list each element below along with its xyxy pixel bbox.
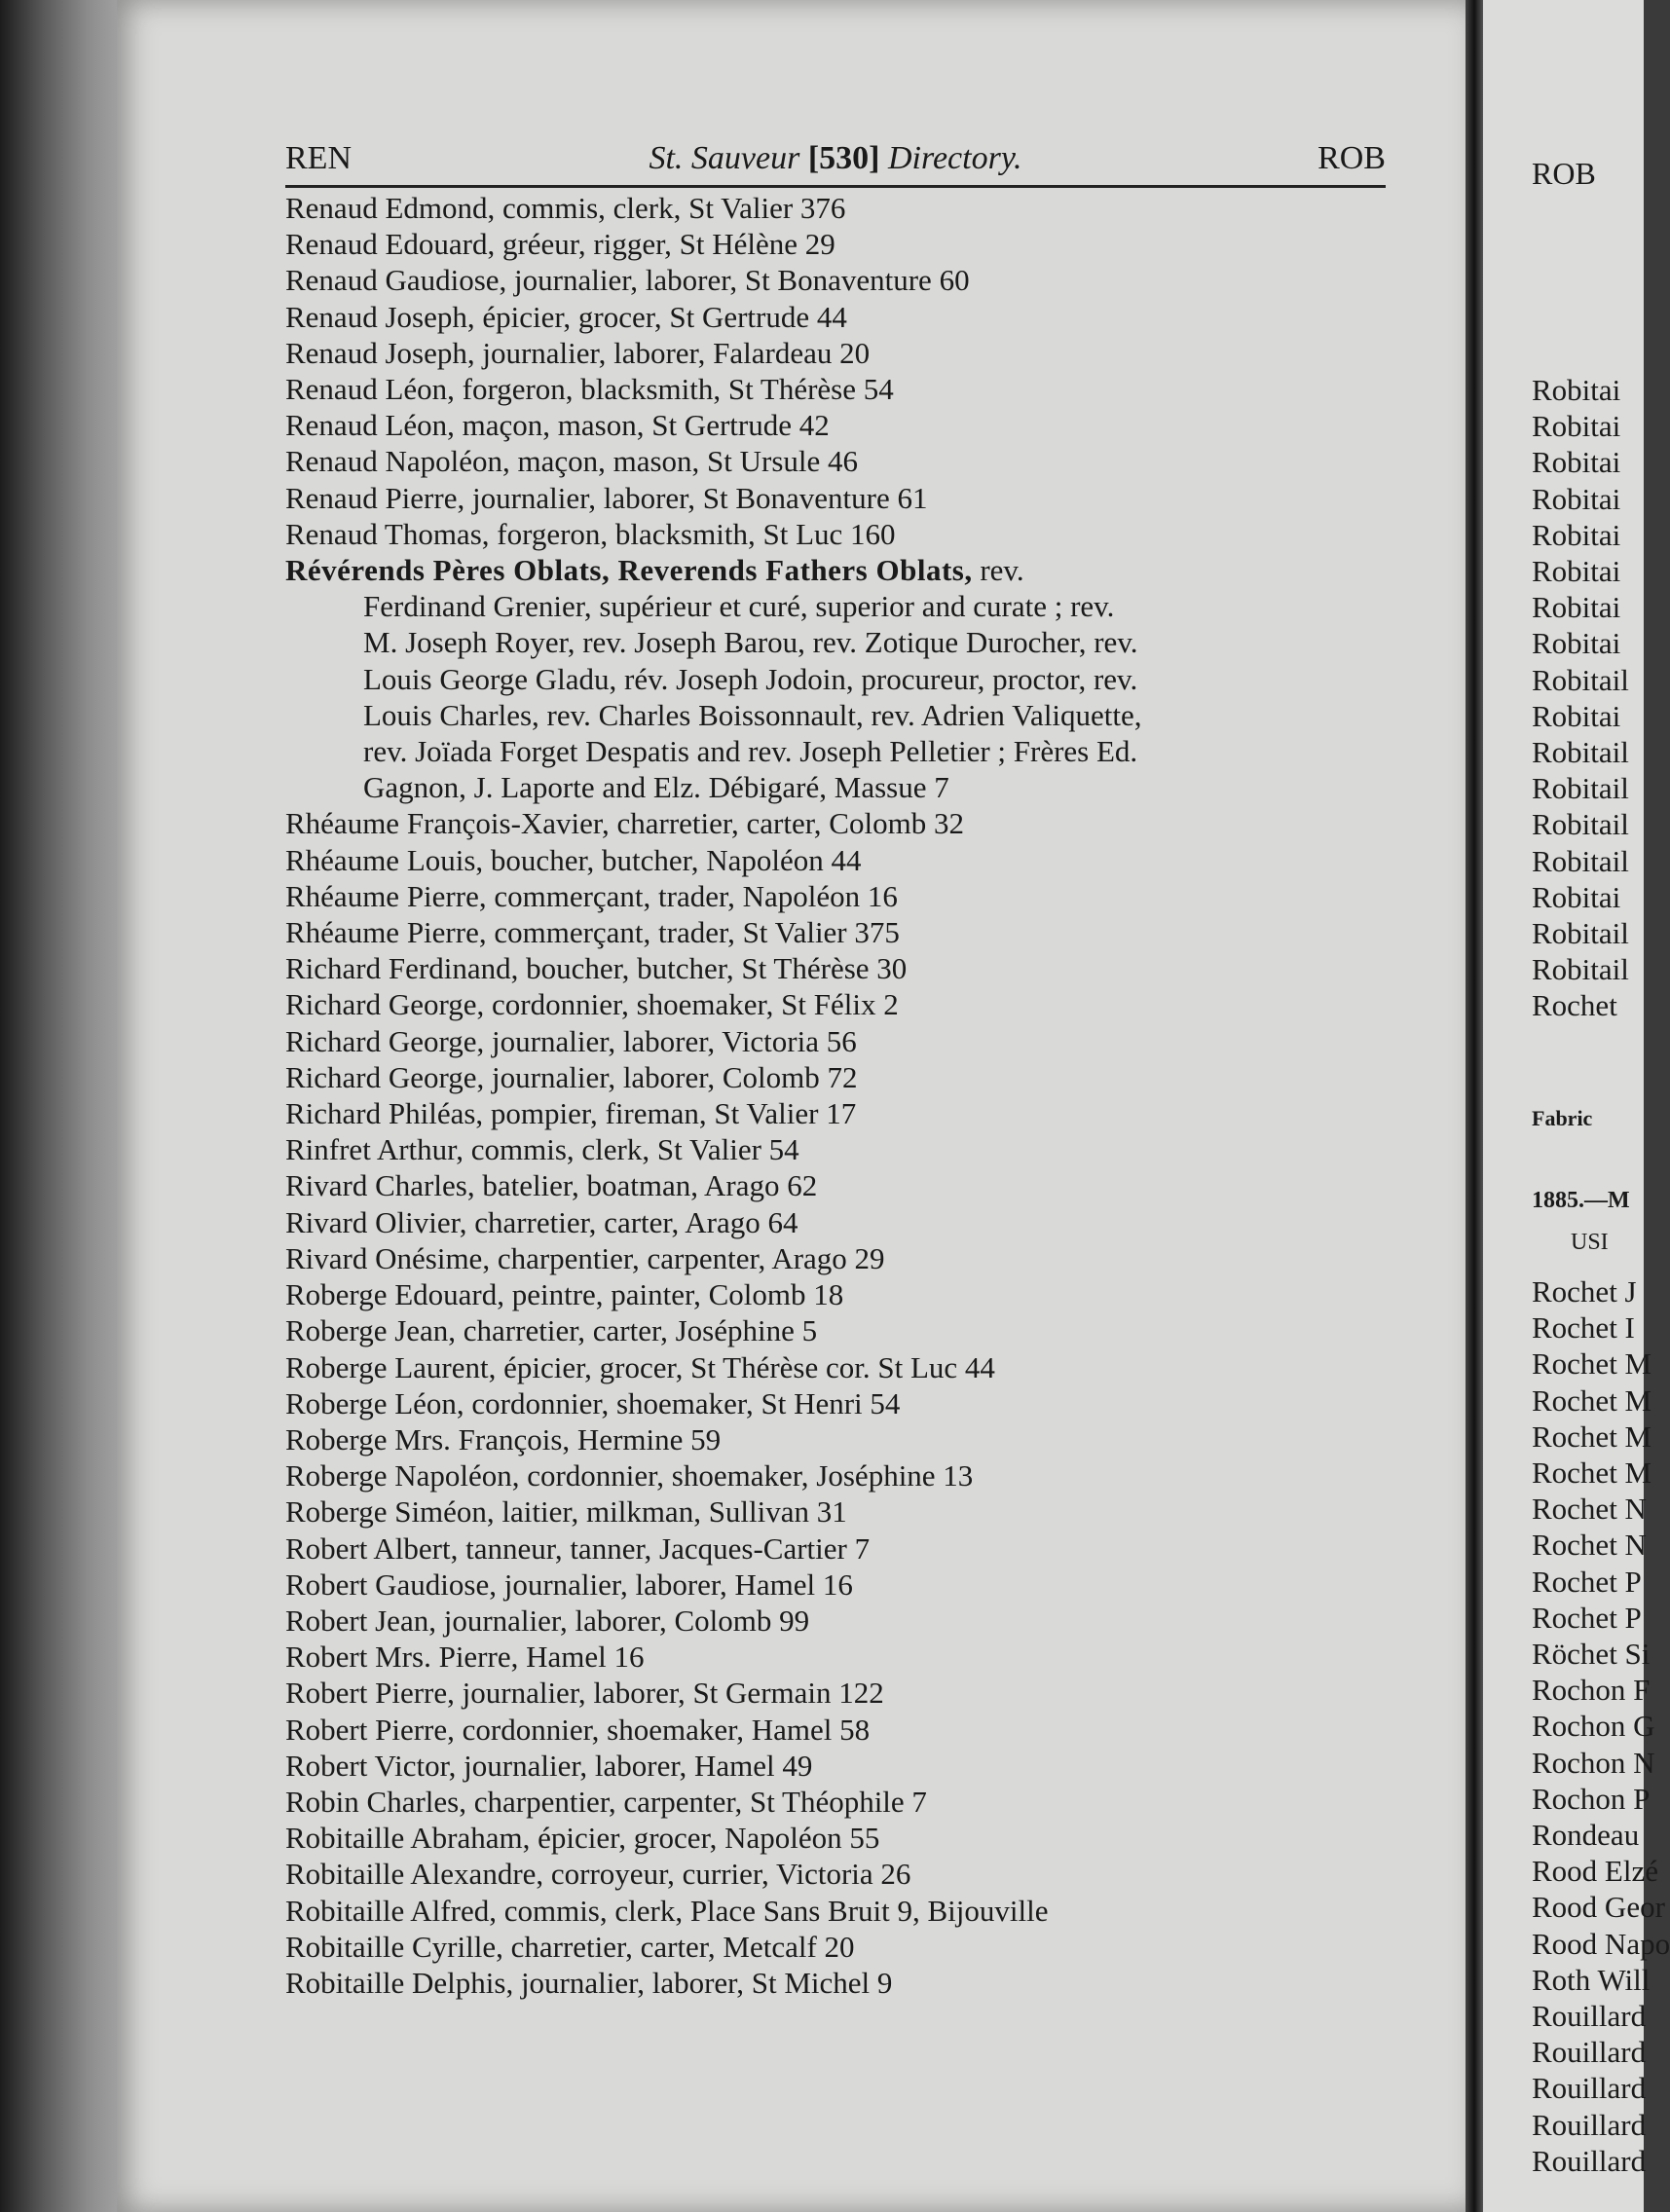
list-item: Rivard Onésime, charpentier, carpenter, Arago 29	[285, 1240, 885, 1275]
list-item: Renaud Pierre, journalier, laborer, St Bonaventure 61	[285, 480, 928, 515]
list-item: Roberge Mrs. François, Hermine 59	[285, 1421, 722, 1456]
list-item: Robitai	[1532, 698, 1621, 733]
list-item: Rouillard	[1532, 2035, 1647, 2070]
list-item: Rochon G	[1532, 1709, 1655, 1744]
list-item: Roberge Léon, cordonnier, shoemaker, St Henri 54	[285, 1385, 901, 1420]
list-item: Richard George, journalier, laborer, Colomb 72	[285, 1059, 858, 1094]
running-header	[285, 136, 1386, 188]
list-item: Rouillard	[1532, 2143, 1647, 2178]
right-page-header: ROB	[1532, 156, 1596, 191]
list-item: Robitai	[1532, 554, 1621, 589]
list-item: Renaud Joseph, journalier, laborer, Falardeau 20	[285, 335, 871, 370]
reverends-line: Ferdinand Grenier, supérieur et curé, superior and curate ; rev.	[363, 589, 1115, 624]
list-item: Roberge Jean, charretier, carter, Joséphine 5	[285, 1313, 818, 1348]
list-item: Renaud Léon, maçon, mason, St Gertrude 42	[285, 408, 830, 443]
header-right-guide: ROB	[1317, 140, 1386, 176]
list-item: Renaud Joseph, épicier, grocer, St Gertrude 44	[285, 299, 847, 334]
list-item: Robitai	[1532, 590, 1621, 625]
reverends-line: Gagnon, J. Laporte and Elz. Débigaré, Massue 7	[363, 770, 949, 805]
list-item: Robitai	[1532, 481, 1621, 516]
list-item: Robert Albert, tanneur, tanner, Jacques-Cartier 7	[285, 1530, 871, 1566]
list-item: Robert Mrs. Pierre, Hamel 16	[285, 1640, 645, 1675]
list-item: Rhéaume Louis, boucher, butcher, Napoléon 44	[285, 842, 862, 877]
list-item: Rochon N	[1532, 1745, 1655, 1780]
right-page-usine-line: USI	[1571, 1230, 1609, 1255]
list-item: Robitail	[1532, 807, 1629, 842]
list-item: Rochet M	[1532, 1419, 1652, 1454]
list-item: Rhéaume François-Xavier, charretier, carter, Colomb 32	[285, 806, 964, 841]
list-item: Rhéaume Pierre, commerçant, trader, St Valier 375	[285, 915, 900, 950]
right-page-year-line: 1885.—M	[1532, 1188, 1630, 1213]
list-item: Robert Jean, journalier, laborer, Colomb 99	[285, 1603, 810, 1638]
page-number: [530]	[807, 140, 880, 176]
right-page-list-top	[1532, 372, 1629, 1024]
list-item: Robitaille Alfred, commis, clerk, Place Sans Bruit 9, Bijouville	[285, 1893, 1049, 1928]
list-item: Robitai	[1532, 517, 1621, 552]
list-item: Roberge Napoléon, cordonnier, shoemaker, Joséphine 13	[285, 1458, 974, 1493]
list-item: Renaud Napoléon, maçon, mason, St Ursule 46	[285, 444, 859, 479]
list-item: Renaud Edmond, commis, clerk, St Valier 376	[285, 191, 846, 225]
list-item: Rochet I	[1532, 1310, 1635, 1346]
list-item: Richard Ferdinand, boucher, butcher, St Thérèse 30	[285, 951, 908, 986]
list-item: Rivard Charles, batelier, boatman, Arago 62	[285, 1168, 818, 1203]
list-item: Robitai	[1532, 626, 1621, 661]
list-item: Rochet N	[1532, 1492, 1647, 1527]
list-item: Renaud Thomas, forgeron, blacksmith, St Luc 160	[285, 516, 896, 551]
header-left-guide: REN	[285, 140, 352, 176]
list-item: Rochet	[1532, 988, 1617, 1023]
reverends-first-rest: rev.	[972, 553, 1024, 588]
reverends-entry	[285, 552, 1395, 805]
list-item: Rivard Olivier, charretier, carter, Arago 64	[285, 1204, 798, 1239]
list-item: Rood Geor	[1532, 1890, 1665, 1925]
list-item: Robitail	[1532, 916, 1629, 951]
list-item: Renaud Léon, forgeron, blacksmith, St Thérèse 54	[285, 372, 894, 407]
list-item: Rinfret Arthur, commis, clerk, St Valier 54	[285, 1132, 799, 1167]
list-item: Rochet M	[1532, 1456, 1652, 1491]
list-item: Robert Pierre, cordonnier, shoemaker, Hamel 58	[285, 1712, 871, 1747]
list-item: Robitai	[1532, 409, 1621, 444]
header-title-suffix: Directory.	[879, 140, 1022, 176]
list-item: Rochet M	[1532, 1346, 1652, 1382]
reverends-line: rev. Joïada Forget Despatis and rev. Joseph Pelletier ; Frères Ed.	[363, 734, 1138, 769]
reverends-name: Révérends Pères Oblats, Reverends Fathers Oblats,	[285, 553, 973, 588]
list-item: Robitai	[1532, 879, 1621, 914]
list-item: Robitail	[1532, 843, 1629, 878]
list-item: Rochon P	[1532, 1781, 1651, 1816]
list-item: Roberge Edouard, peintre, painter, Colomb 18	[285, 1277, 844, 1312]
directory-entries	[285, 190, 1395, 2001]
list-item: Robitaille Cyrille, charretier, carter, Metcalf 20	[285, 1929, 855, 1964]
list-item: Rochet J	[1532, 1274, 1637, 1309]
list-item: Roberge Siméon, laitier, milkman, Sullivan 31	[285, 1494, 847, 1530]
list-item: Renaud Gaudiose, journalier, laborer, St Bonaventure 60	[285, 263, 970, 298]
header-title	[285, 140, 1386, 177]
book-gutter	[1466, 0, 1483, 2212]
list-item: Robert Gaudiose, journalier, laborer, Hamel 16	[285, 1567, 853, 1602]
list-item: Rochet N	[1532, 1528, 1647, 1563]
right-page-list-bottom	[1532, 1273, 1670, 2179]
list-item: Robin Charles, charpentier, carpenter, St Théophile 7	[285, 1784, 927, 1819]
list-item: Rood Elzé	[1532, 1854, 1658, 1889]
list-item: Robitail	[1532, 952, 1629, 987]
list-item: Röchet Si	[1532, 1637, 1651, 1672]
list-item: Rood Napo	[1532, 1926, 1670, 1961]
list-item: Rochet M	[1532, 1382, 1652, 1418]
list-item: Richard George, journalier, laborer, Victoria 56	[285, 1023, 857, 1058]
list-item: Richard Philéas, pompier, fireman, St Valier 17	[285, 1096, 857, 1131]
list-item: Rhéaume Pierre, commerçant, trader, Napoléon 16	[285, 878, 898, 913]
reverends-line: Louis Charles, rev. Charles Boissonnault, rev. Adrien Valiquette,	[363, 697, 1142, 732]
list-item: Robitaille Delphis, journalier, laborer, St Michel 9	[285, 1965, 893, 2000]
list-item: Rouillard	[1532, 1999, 1647, 2034]
list-item: Robitail	[1532, 771, 1629, 806]
list-item: Richard George, cordonnier, shoemaker, St Félix 2	[285, 987, 899, 1022]
list-item: Roth Will	[1532, 1962, 1651, 1997]
list-item: Robitail	[1532, 735, 1629, 770]
list-item: Rondeau	[1532, 1818, 1640, 1853]
list-item: Rochet P	[1532, 1600, 1642, 1635]
list-item: Rouillard	[1532, 2071, 1647, 2106]
header-title-prefix: St. Sauveur	[649, 140, 808, 176]
list-item: Robitai	[1532, 373, 1621, 407]
list-item: Roberge Laurent, épicier, grocer, St Thérèse cor. St Luc 44	[285, 1349, 995, 1384]
reverends-first-line	[285, 552, 1395, 588]
list-item: Robitail	[1532, 662, 1629, 697]
list-item: Robert Victor, journalier, laborer, Hamel 49	[285, 1748, 813, 1783]
list-item: Rochon F	[1532, 1673, 1651, 1708]
right-page-fabric-heading: Fabric	[1532, 1106, 1593, 1130]
list-item: Robitai	[1532, 445, 1621, 480]
list-item: Rochet P	[1532, 1564, 1642, 1599]
reverends-line: M. Joseph Royer, rev. Joseph Barou, rev. Zotique Durocher, rev.	[363, 625, 1138, 660]
list-item: Robitaille Abraham, épicier, grocer, Napoléon 55	[285, 1821, 880, 1856]
reverends-line: Louis George Gladu, rév. Joseph Jodoin, procureur, proctor, rev.	[363, 661, 1138, 696]
list-item: Rouillard	[1532, 2107, 1647, 2142]
list-item: Robert Pierre, journalier, laborer, St Germain 122	[285, 1676, 884, 1711]
list-item: Renaud Edouard, gréeur, rigger, St Hélène 29	[285, 227, 835, 262]
list-item: Robitaille Alexandre, corroyeur, currier, Victoria 26	[285, 1857, 911, 1892]
